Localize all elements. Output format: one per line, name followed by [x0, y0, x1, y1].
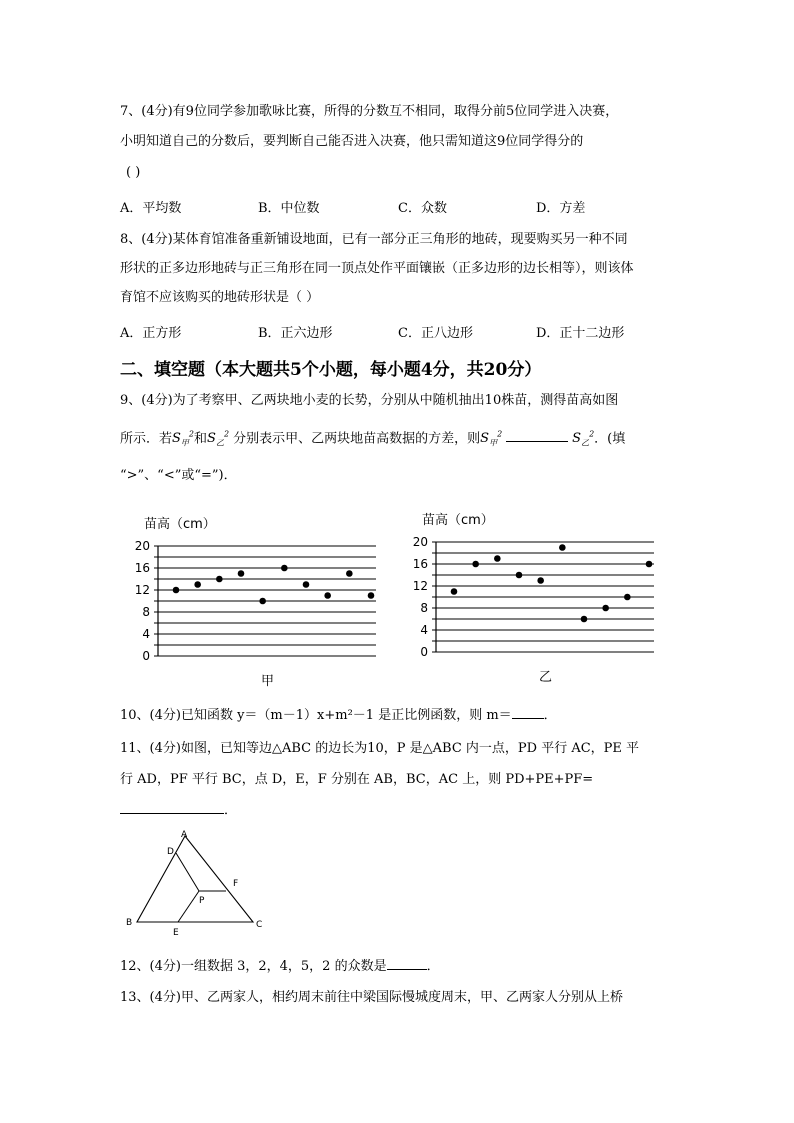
q10-line: 10、(4分)已知函数 y＝（m－1）x+m²－1 是正比例函数，则 m＝ ． — [120, 708, 557, 723]
q8-option-d: D．正十二边形 — [536, 326, 625, 341]
variance-jia-symbol: $S_甲^2$ — [172, 430, 195, 448]
q9-text-c: 分别表示甲、乙两块地苗高数据的方差，则 — [229, 431, 481, 447]
q7-line-1: 7、(4分)有9位同学参加歌咏比赛，所得的分数互不相同，取得分前5位同学进入决赛， — [120, 104, 619, 119]
data-point — [537, 577, 544, 584]
y-tick-label: 4 — [142, 627, 150, 641]
y-tick-label: 0 — [420, 645, 428, 659]
data-point — [281, 565, 288, 572]
q8-option-b: B．正六边形 — [258, 326, 333, 341]
q7-option-a: A．平均数 — [120, 201, 182, 216]
y-tick-label: 16 — [134, 561, 150, 575]
q11-line-1: 11、(4分)如图，已知等边△ABC 的边长为10，P 是△ABC 内一点，PD 平行 AC，PE 平 — [120, 741, 640, 756]
y-tick-label: 4 — [420, 623, 428, 637]
q9-line-2 — [120, 426, 625, 453]
y-tick-label: 20 — [412, 535, 428, 549]
q8-line-2: 形状的正多边形地砖与正三角形在同一顶点处作平面镶嵌（正多边形的边长相等），则该体 — [120, 261, 634, 276]
data-point — [494, 555, 501, 562]
y-tick-label: 12 — [412, 579, 428, 593]
q11-answer-blank[interactable] — [120, 813, 224, 814]
y-tick-label: 8 — [420, 601, 428, 615]
data-point — [303, 581, 310, 588]
data-point — [559, 544, 566, 551]
data-point — [472, 561, 479, 568]
x-axis-label: 乙 — [539, 670, 553, 685]
chart-jia — [118, 508, 388, 693]
data-point — [368, 592, 375, 599]
data-point — [346, 570, 353, 577]
chart-title: 苗高（cm） — [144, 517, 216, 532]
q8-option-a: A．正方形 — [120, 326, 182, 341]
label-b: B — [126, 918, 133, 928]
data-point — [259, 598, 266, 605]
label-f: F — [233, 879, 239, 889]
data-point — [194, 581, 201, 588]
data-point — [581, 616, 588, 623]
q8-line-1: 8、(4分)某体育馆准备重新铺设地面，已有一部分正三角形的地砖，现要购买另一种不同 — [120, 232, 628, 247]
q9-text-b: 和 — [194, 431, 208, 447]
data-point — [216, 576, 223, 583]
triangle-figure — [120, 826, 270, 941]
y-tick-label: 20 — [134, 539, 150, 553]
q13-line-1: 13、(4分)甲、乙两家人，相约周末前往中梁国际慢城度周末，甲、乙两家人分别从上桥 — [120, 990, 623, 1005]
y-tick-label: 16 — [412, 557, 428, 571]
chart-yi — [396, 504, 666, 689]
y-tick-label: 12 — [134, 583, 150, 597]
q7-option-d: D．方差 — [536, 201, 586, 216]
q12-line: 12、(4分)一组数据 3，2，4，5，2 的众数是 ． — [120, 959, 440, 974]
data-point — [646, 561, 653, 568]
q10-text: 10、(4分)已知函数 y＝（m－1）x+m²－1 是正比例函数，则 m＝ — [120, 708, 512, 723]
data-point — [238, 570, 245, 577]
q7-answer-paren: ( ) — [126, 165, 141, 180]
variance-yi-symbol: $S_乙^2$ — [207, 430, 230, 448]
label-c: C — [256, 920, 263, 930]
y-tick-label: 0 — [142, 649, 150, 663]
q7-option-c: C．众数 — [398, 201, 447, 216]
q11-line-2: 行 AD，PF 平行 BC，点 D，E，F 分别在 AB，BC，AC 上，则 PD+PE+PF= — [120, 772, 594, 787]
variance-jia-symbol-2: $S_甲^2$ — [480, 430, 503, 448]
data-point — [624, 594, 631, 601]
data-point — [602, 605, 609, 612]
data-point — [173, 587, 180, 594]
q9-line-1: 9、(4分)为了考察甲、乙两块地小麦的长势，分别从中随机抽出10株苗，测得苗高如图 — [120, 393, 619, 408]
q7-option-b: B．中位数 — [258, 201, 320, 216]
data-point — [516, 572, 523, 579]
q12-text: 12、(4分)一组数据 3，2，4，5，2 的众数是 — [120, 959, 387, 974]
y-tick-label: 8 — [142, 605, 150, 619]
q9-answer-blank[interactable] — [506, 441, 568, 442]
variance-yi-symbol-2: $S_乙^2$ — [572, 430, 595, 448]
x-axis-label: 甲 — [261, 674, 275, 689]
label-e: E — [173, 928, 179, 938]
section-heading: 二、填空题（本大题共5个小题，每小题4分，共20分） — [120, 360, 542, 380]
q9-text-d: ．(填 — [594, 431, 626, 447]
q8-option-c: C．正八边形 — [398, 326, 473, 341]
q9-line-3: “>”、“<”或“=”)． — [120, 468, 237, 483]
q9-text-a: 所示．若 — [120, 431, 173, 447]
q10-answer-blank[interactable] — [512, 718, 544, 719]
label-a: A — [181, 830, 188, 840]
data-point — [324, 592, 331, 599]
q11-line-3: ． — [120, 802, 237, 820]
q12-answer-blank[interactable] — [387, 969, 427, 970]
data-point — [451, 588, 458, 595]
label-p: P — [199, 896, 205, 906]
q7-line-2: 小明知道自己的分数后，要判断自己能否进入决赛，他只需知道这9位同学得分的 — [120, 134, 584, 149]
chart-title: 苗高（cm） — [422, 513, 494, 528]
label-d: D — [167, 847, 174, 857]
q8-line-3: 育馆不应该购买的地砖形状是（ ） — [120, 290, 320, 305]
